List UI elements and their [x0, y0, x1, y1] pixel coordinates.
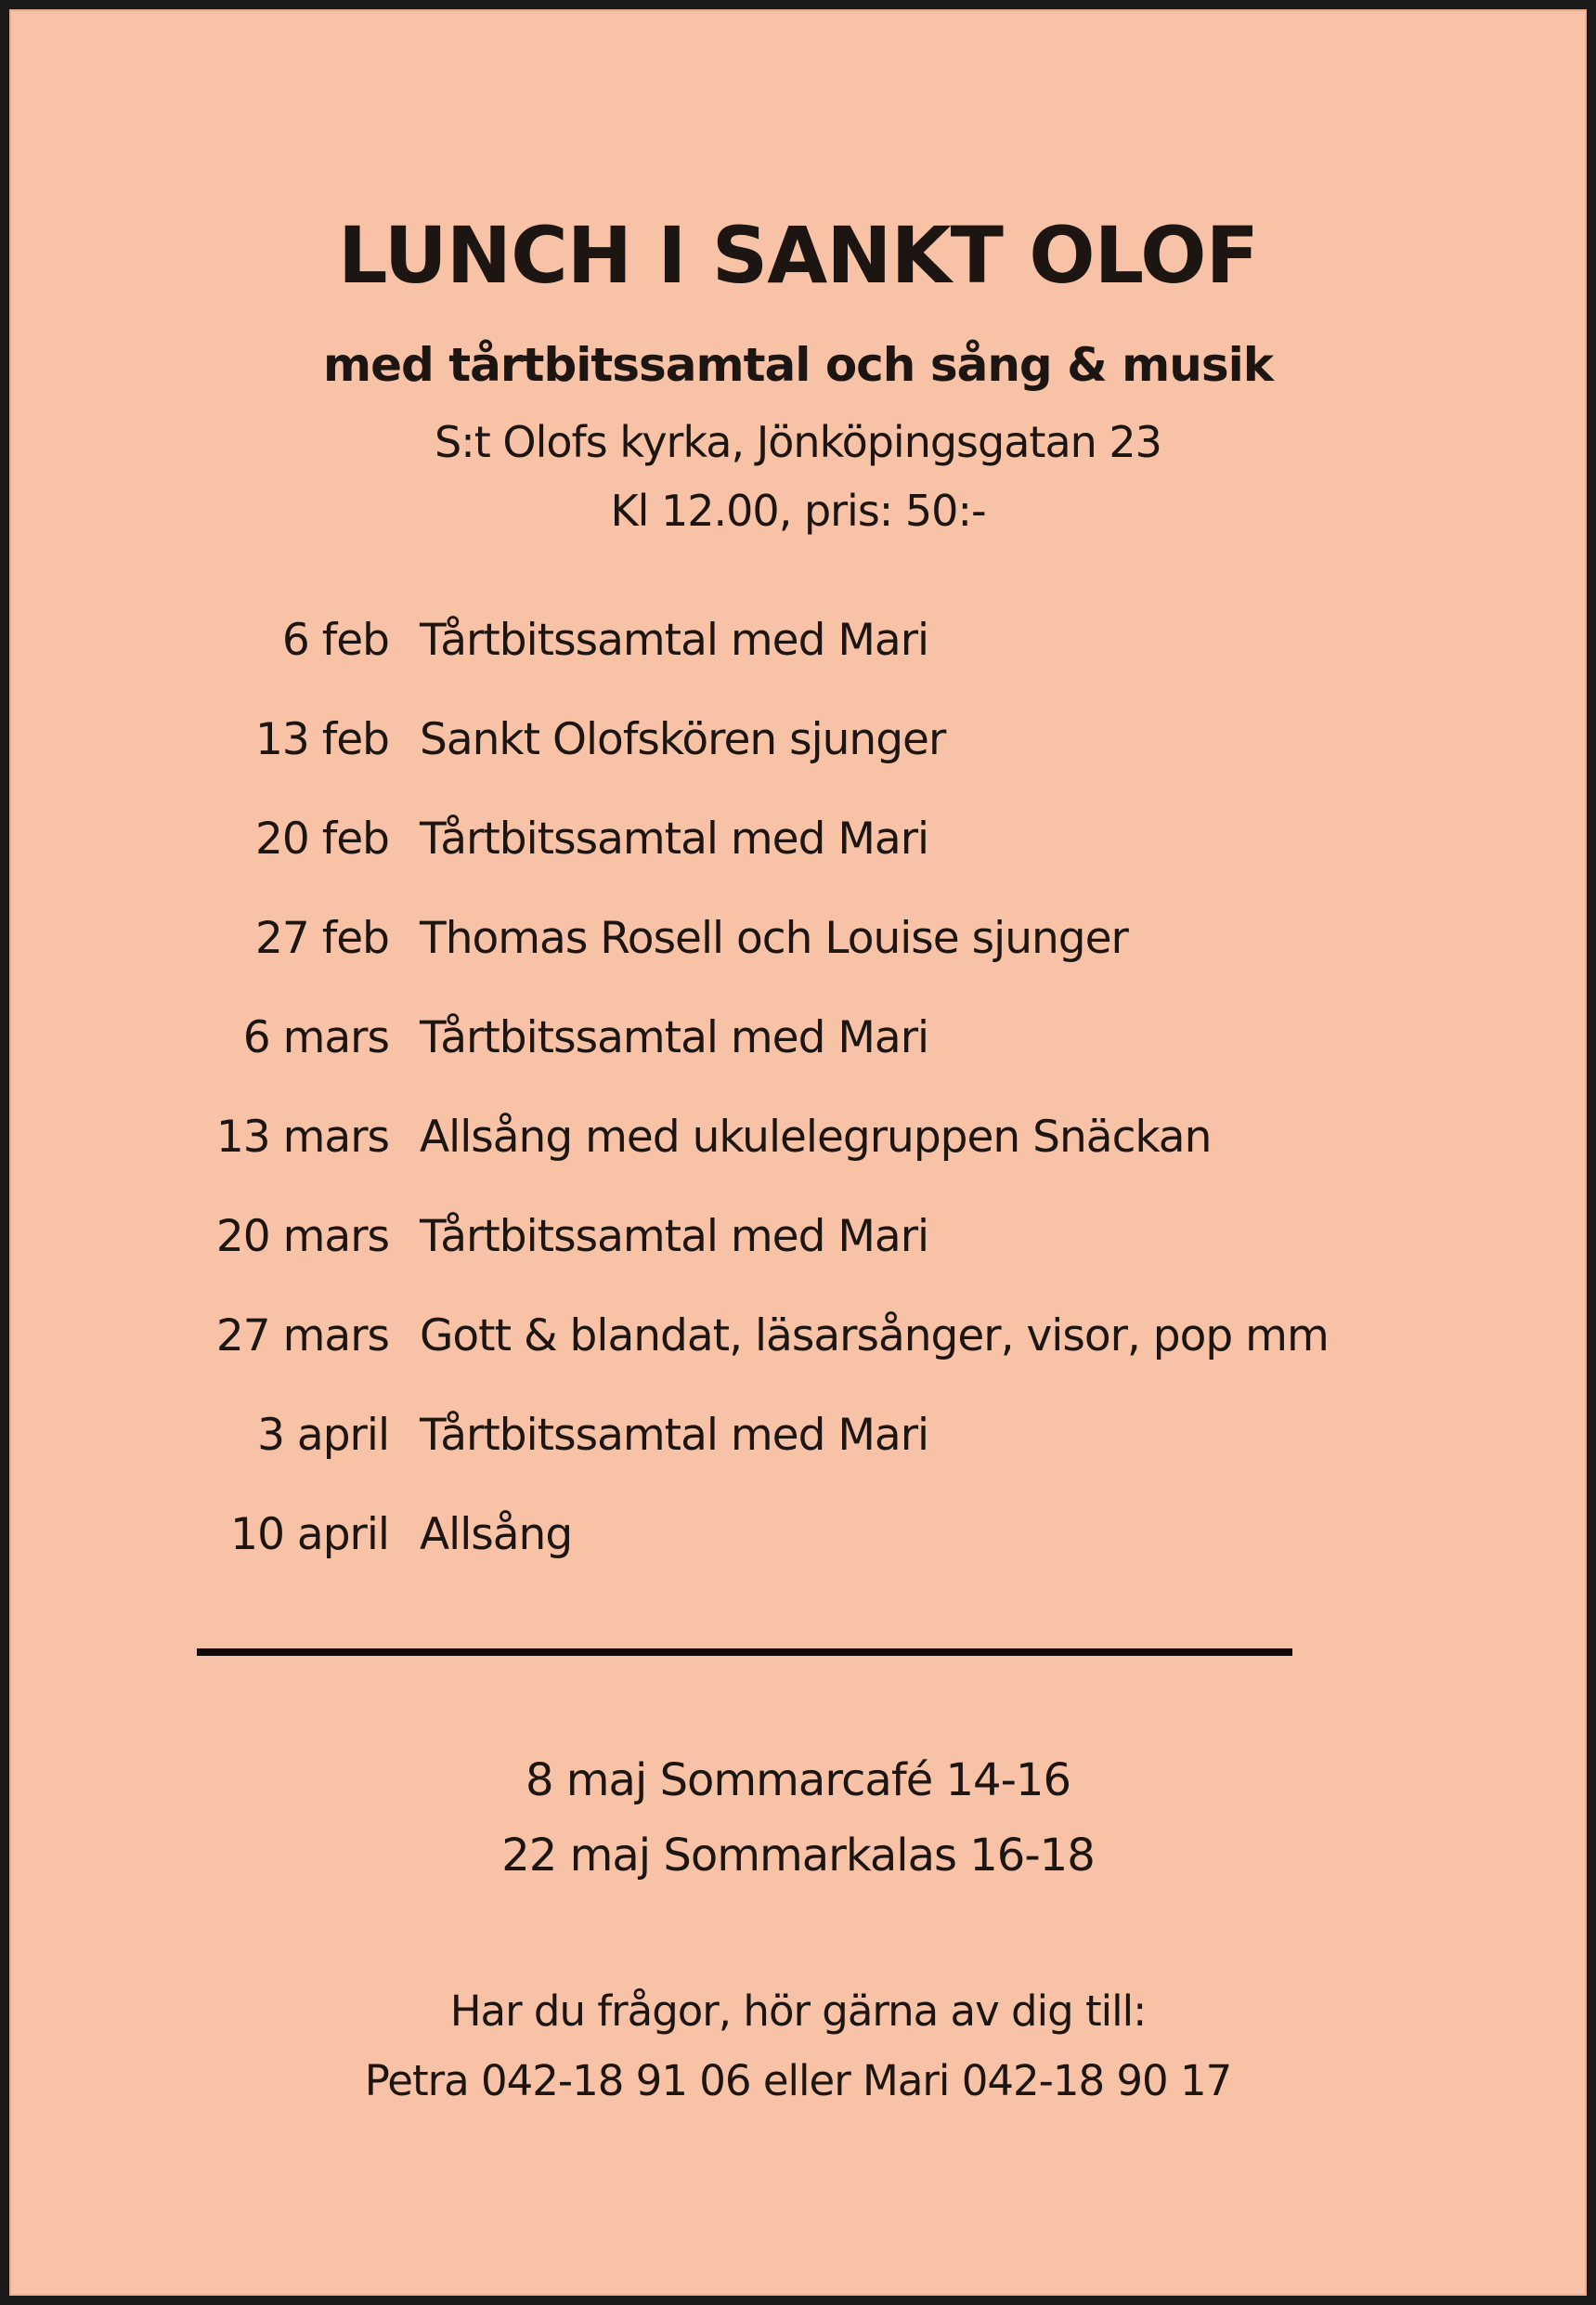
event-description: Allsång: [420, 1509, 573, 1560]
schedule-row: [9, 1406, 1587, 1505]
event-date: 27 feb: [254, 913, 389, 964]
contact-phones: Petra 042-18 91 06 eller Mari 042-18 90 17: [364, 2056, 1232, 2105]
schedule-row: [9, 1207, 1587, 1307]
summer-event: 8 maj Sommarcafé 14-16: [526, 1754, 1070, 1806]
page-title: LUNCH I SANKT OLOF: [338, 210, 1258, 301]
event-description: Tårtbitssamtal med Mari: [420, 615, 929, 666]
event-date: 20 feb: [254, 814, 389, 865]
schedule-list: [9, 611, 1587, 1605]
schedule-row: [9, 1009, 1587, 1108]
event-date: 3 april: [257, 1410, 389, 1461]
flyer-page: [9, 9, 1587, 2296]
section-divider: [197, 1648, 1292, 1656]
schedule-row: [9, 909, 1587, 1009]
schedule-row: [9, 1108, 1587, 1207]
event-date: 6 mars: [242, 1012, 389, 1063]
event-date: 10 april: [230, 1509, 389, 1560]
location-text: S:t Olofs kyrka, Jönköpingsgatan 23: [435, 417, 1161, 467]
event-description: Gott & blandat, läsarsånger, visor, pop mm: [420, 1310, 1329, 1361]
event-description: Allsång med ukulelegruppen Snäckan: [420, 1112, 1212, 1163]
event-description: Tårtbitssamtal med Mari: [420, 814, 929, 865]
event-date: 13 feb: [254, 714, 389, 765]
event-description: Tårtbitssamtal med Mari: [420, 1211, 929, 1262]
time-price-text: Kl 12.00, pris: 50:-: [610, 486, 986, 536]
schedule-row: [9, 611, 1587, 710]
event-date: 6 feb: [281, 615, 389, 666]
event-date: 20 mars: [215, 1211, 389, 1262]
contact-question: Har du frågor, hör gärna av dig till:: [449, 1986, 1147, 2036]
event-description: Sankt Olofskören sjunger: [420, 714, 946, 765]
event-description: Tårtbitssamtal med Mari: [420, 1410, 929, 1461]
event-date: 13 mars: [215, 1112, 389, 1163]
schedule-row: [9, 810, 1587, 909]
schedule-row: [9, 710, 1587, 810]
event-date: 27 mars: [215, 1310, 389, 1361]
schedule-row: [9, 1307, 1587, 1406]
schedule-row: [9, 1505, 1587, 1605]
event-description: Thomas Rosell och Louise sjunger: [420, 913, 1128, 964]
event-description: Tårtbitssamtal med Mari: [420, 1012, 929, 1063]
summer-event: 22 maj Sommarkalas 16-18: [501, 1830, 1095, 1882]
page-subtitle: med tårtbitssamtal och sång & musik: [323, 338, 1273, 392]
